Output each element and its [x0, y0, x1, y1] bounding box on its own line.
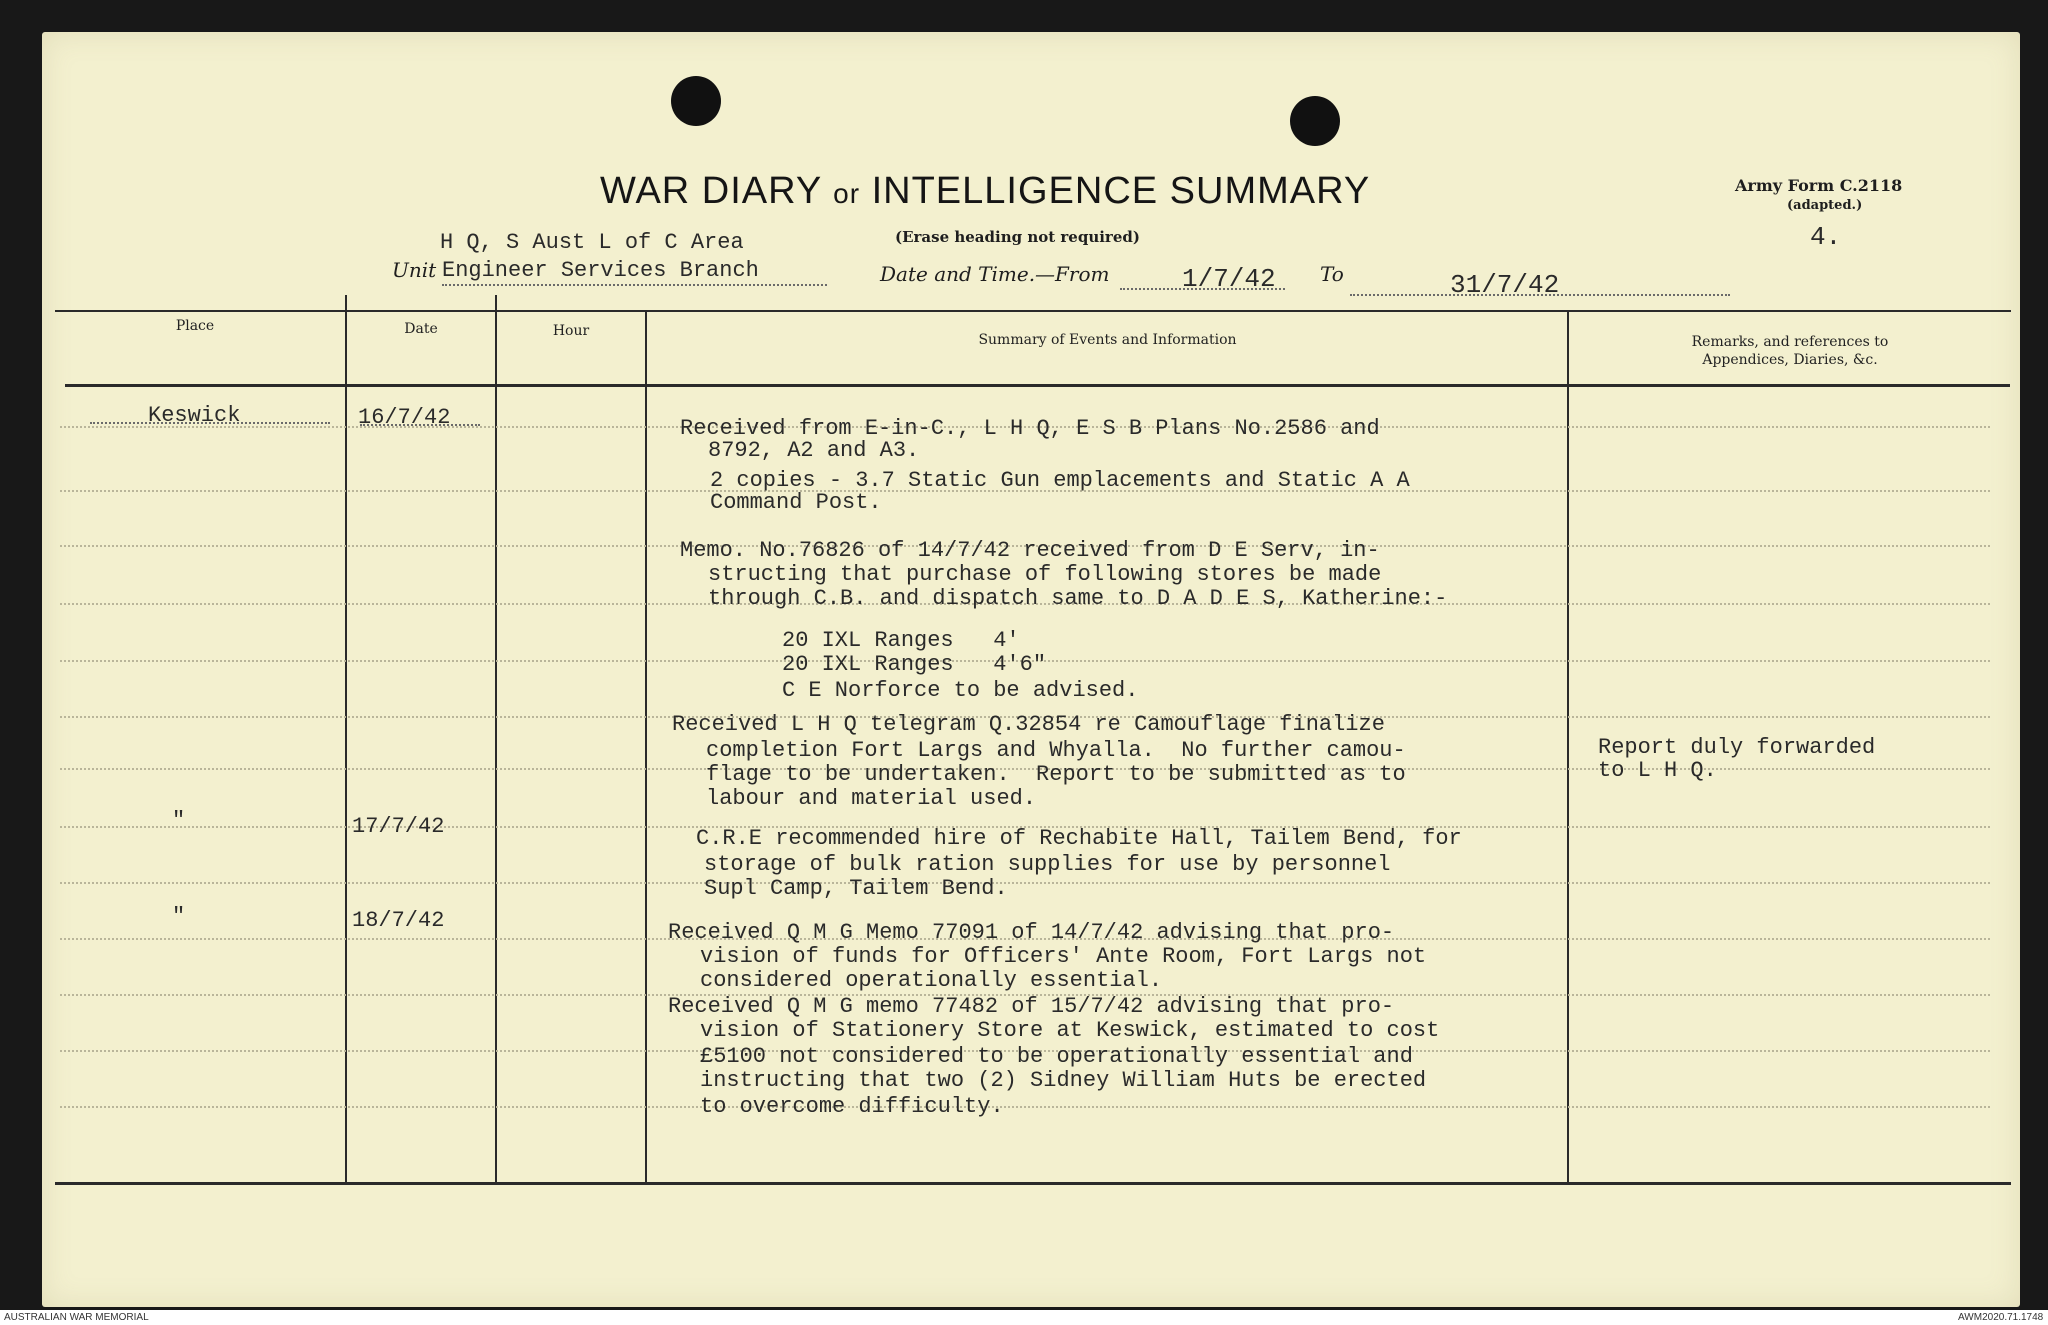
hq-line: H Q, S Aust L of C Area	[440, 230, 744, 255]
entry-plans-line2: 8792, A2 and A3.	[708, 438, 920, 463]
date-16-dots	[360, 424, 480, 426]
column-header-remarks-line1: Remarks, and references to	[1691, 334, 1889, 350]
entry-telegram-line2: completion Fort Largs and Whyalla. No further camou-	[706, 738, 1406, 763]
to-label: To	[1320, 262, 1344, 286]
entry-memo76826-line3: through C.B. and dispatch same to D A D E S, Katherine:-	[708, 586, 1448, 611]
entry-qmg77091-line3: considered operationally essential.	[700, 968, 1163, 993]
divider-summary-remarks	[1567, 310, 1569, 1185]
entry-telegram-line4: labour and material used.	[706, 786, 1037, 811]
entry-rechabite-line2: storage of bulk ration supplies for use by personnel	[704, 852, 1391, 877]
header-bottom-rule	[65, 384, 2010, 387]
page-number: 4.	[1810, 222, 1842, 252]
entry-rechabite-line1: C.R.E recommended hire of Rechabite Hall, Tailem Bend, for	[696, 826, 1462, 851]
place-keswick-dots	[90, 422, 330, 424]
ruling-line	[60, 882, 1990, 884]
date-from: 1/7/42	[1182, 264, 1276, 294]
unit-label: Unit	[392, 258, 437, 282]
place-ditto-17: "	[172, 808, 186, 833]
entry-telegram-line1: Received L H Q telegram Q.32854 re Camouflage finalize	[672, 712, 1385, 737]
column-header-place: Place	[175, 318, 215, 334]
entry-qmg77482-line3: £5100 not considered to be operationally essential and	[700, 1044, 1413, 1069]
entry-qmg77091-line1: Received Q M G Memo 77091 of 14/7/42 advising that pro-	[668, 920, 1395, 945]
ruling-line	[60, 1106, 1990, 1108]
table-bottom-rule	[55, 1182, 2011, 1185]
place-keswick: Keswick	[148, 403, 241, 428]
entry-qmg77482-line2: vision of Stationery Store at Keswick, estimated to cost	[700, 1018, 1440, 1043]
column-header-hour: Hour	[552, 323, 590, 339]
entry-qmg77091-line2: vision of funds for Officers' Ante Room, Fort Largs not	[700, 944, 1427, 969]
table-top-rule	[55, 310, 2011, 312]
unit-underline	[442, 284, 827, 286]
footer-institution: AUSTRALIAN WAR MEMORIAL	[4, 1312, 149, 1323]
column-header-date: Date	[404, 321, 438, 337]
entry-memo76826-line5: 20 IXL Ranges 4'6"	[782, 652, 1047, 677]
entry-memo76826-line2: structing that purchase of following stores be made	[708, 562, 1382, 587]
army-form-number: Army Form C.2118	[1735, 176, 1903, 195]
date-16-7-42: 16/7/42	[358, 405, 451, 430]
punch-hole-right	[1290, 96, 1340, 146]
divider-hour-summary	[645, 310, 647, 1185]
entry-memo76826-line1: Memo. No.76826 of 14/7/42 received from D E Serv, in-	[680, 538, 1380, 563]
footer-accession-number: AWM2020.71.1748	[1958, 1312, 2044, 1323]
date-18-7-42: 18/7/42	[352, 908, 445, 933]
entry-plans-line4: Command Post.	[710, 490, 882, 515]
entry-memo76826-line4: 20 IXL Ranges 4'	[782, 628, 1020, 653]
entry-telegram-line3: flage to be undertaken. Report to be submitted as to	[706, 762, 1406, 787]
entry-qmg77482-line4: instructing that two (2) Sidney William Huts be erected	[700, 1068, 1427, 1093]
entry-memo76826-line6: C E Norforce to be advised.	[782, 678, 1139, 703]
punch-hole-left	[671, 76, 721, 126]
place-ditto-18: "	[172, 904, 186, 929]
form-title: WAR DIARY or INTELLIGENCE SUMMARY	[600, 170, 1371, 212]
erase-note: (Erase heading not required)	[895, 228, 1140, 246]
date-time-label: Date and Time.—From	[880, 262, 1110, 286]
date-to: 31/7/42	[1450, 270, 1560, 300]
column-header-summary: Summary of Events and Information	[978, 332, 1237, 348]
date-17-7-42: 17/7/42	[352, 814, 445, 839]
entry-qmg77482-line5: to overcome difficulty.	[700, 1094, 1004, 1119]
column-header-remarks-line2: Appendices, Diaries, &c.	[1702, 352, 1878, 368]
remark-report-line1: Report duly forwarded	[1598, 735, 1876, 760]
adapted-note: (adapted.)	[1787, 198, 1863, 213]
entry-plans-line1: Received from E-in-C., L H Q, E S B Plans No.2586 and	[680, 416, 1380, 441]
entry-plans-line3: 2 copies - 3.7 Static Gun emplacements and Static A A	[710, 468, 1410, 493]
unit-value: Engineer Services Branch	[442, 258, 759, 283]
entry-rechabite-line3: Supl Camp, Tailem Bend.	[704, 876, 1008, 901]
entry-qmg77482-line1: Received Q M G memo 77482 of 15/7/42 advising that pro-	[668, 994, 1395, 1019]
remark-report-line2: to L H Q.	[1598, 758, 1717, 783]
